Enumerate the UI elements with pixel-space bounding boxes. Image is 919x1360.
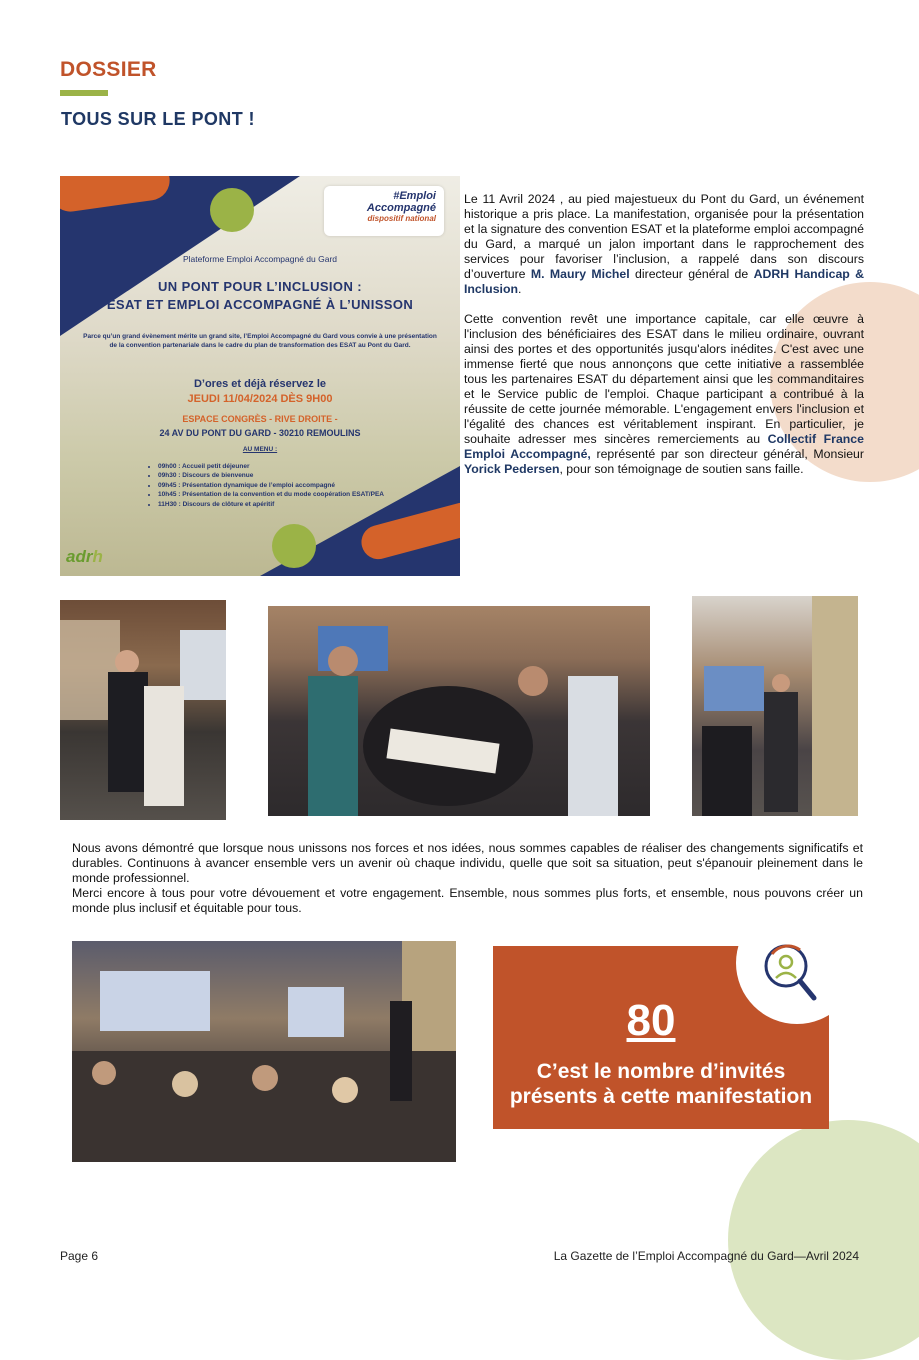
section-underline xyxy=(60,90,108,96)
section-label: DOSSIER xyxy=(60,58,157,81)
flyer-reserve: D’ores et déjà réservez le xyxy=(193,378,327,390)
flyer-menu xyxy=(148,462,418,509)
article-paragraph-3: Nous avons démontré que lorsque nous unissons nos forces et nos idées, nous sommes capables de réaliser des changements significatifs et durables. Continuons à avancer ensemble vers un avenir où chaque individu, quelle que soit sa situation, peut s'épanouir pleinement dans le monde professionnel. Merci encore à tous pour votre dévouement et votre engagement. Ensemble, nous sommes plus forts, et ensemble, nous pouvons créer un monde plus inclusif et équitable pour tous. xyxy=(72,841,863,915)
stat-number: 80 xyxy=(626,996,676,1045)
article-paragraph-2: Cette convention revêt une importance capitale, car elle œuvre à l'inclusion des bénéficiaires des ESAT dans le milieu ordinaire, ouvrant ainsi des portes et des opportunités jusqu'alors inédites. C'est avec une immense fierté que nous annonçons que cette initiative a rassemblée tous les partenaires ESAT du département ainsi que les commanditaires et le Service public de l'emploi. Chaque participant a contribué à la réussite de cette journée mémorable. L'engagement envers l'inclusion et l'égalité des chances est véritablement inspirant. En particulier, je souhaite adresser mes sincères remerciements au Collectif France Emploi Accompagné, représenté par son directeur général, Monsieur Yorick Pedersen, pour son témoignage de soutien sans faille. xyxy=(464,312,864,476)
menu-item: • 10h45 : Présentation de la convention et du mode coopération ESAT/PEA xyxy=(158,490,418,499)
flyer-headline-2: ESAT ET EMPLOI ACCOMPAGNÉ À L’UNISSON xyxy=(106,297,414,312)
flyer-menu-title: AU MENU : xyxy=(242,446,278,453)
emploi-accompagne-logo: #Emploi Accompagné dispositif national xyxy=(324,186,444,236)
publication-name: La Gazette de l’Emploi Accompagné du Gard—Avril 2024 xyxy=(553,1249,859,1263)
flyer-intro: Parce qu’un grand évènement mérite un grand site, l’Emploi Accompagné du Gard vous convie à une présentation de la convention partenariale dans le cadre du plan de transformation des ESAT au Pont du Gard. xyxy=(83,333,437,349)
flyer-date: JEUDI 11/04/2024 DÈS 9H00 xyxy=(187,393,333,405)
menu-item: • 09h00 : Accueil petit déjeuner xyxy=(158,462,418,471)
photo-speaker-screen xyxy=(692,596,858,816)
article-paragraph-1: Le 11 Avril 2024 , au pied majestueux du Pont du Gard, un événement historique a pris place. La manifestation, organisée pour la présentation et la signature des convention ESAT et la plateforme emploi accompagné du Gard, a marqué un jalon important dans le rapprochement des services pour favoriser l’inclusion, a rappelé dans son discours d’ouverture M. Maury Michel directeur général de ADRH Handicap & Inclusion. xyxy=(464,192,865,296)
director-name: Yorick Pedersen xyxy=(464,462,560,476)
photo-audience-conference xyxy=(72,941,456,1162)
photo-attendees-networking xyxy=(268,606,650,816)
collective-name: Collectif France Emploi Accompagné, xyxy=(464,432,864,461)
organization-name: ADRH Handicap & Inclusion xyxy=(464,267,865,296)
page-number: Page 6 xyxy=(60,1249,99,1263)
flyer-venue-1: ESPACE CONGRÈS - RIVE DROITE - xyxy=(182,414,338,424)
event-flyer xyxy=(60,176,460,576)
speaker-name: M. Maury Michel xyxy=(530,267,630,281)
menu-item: • 09h30 : Discours de bienvenue xyxy=(158,471,418,480)
stat-caption: C’est le nombre d’invités présents à cette manifestation xyxy=(509,1060,813,1108)
adrh-logo: adrh xyxy=(66,547,103,566)
menu-item: • 11H30 : Discours de clôture et apéritif xyxy=(158,500,418,509)
menu-item: • 09h45 : Présentation dynamique de l’emploi accompagné xyxy=(158,481,418,490)
decorative-circle-green xyxy=(728,1120,919,1360)
flyer-headline-1: UN PONT POUR L’INCLUSION : xyxy=(158,279,362,294)
page-title: TOUS SUR LE PONT ! xyxy=(61,109,255,129)
photo-speaker-podium xyxy=(60,600,226,820)
flyer-venue-2: 24 AV DU PONT DU GARD - 30210 REMOULINS xyxy=(159,428,361,438)
flyer-platform: Plateforme Emploi Accompagné du Gard xyxy=(182,254,338,264)
